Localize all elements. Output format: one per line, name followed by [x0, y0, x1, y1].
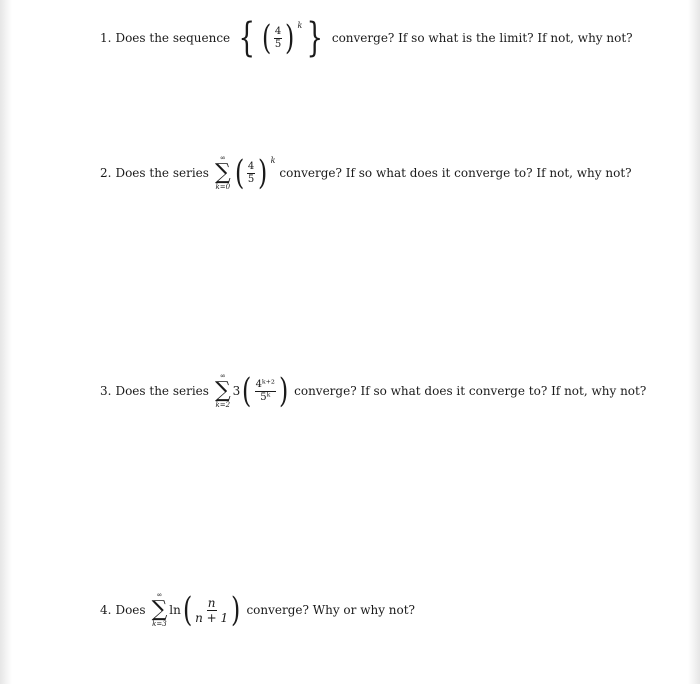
log-function: ln: [169, 603, 181, 617]
question-number: 1.: [100, 31, 112, 45]
question-number: 4.: [100, 603, 112, 617]
fraction-numerator: 4ᵏ⁺²: [255, 378, 275, 390]
fraction-denominator: 5ᵏ: [260, 391, 271, 403]
left-brace: {: [238, 15, 256, 61]
question-3: [100, 373, 646, 409]
sum-upper-limit: ∞: [156, 591, 163, 599]
fraction-numerator: 4: [274, 25, 282, 37]
fraction-denominator: 5: [247, 173, 255, 185]
question-4: [100, 592, 415, 628]
sigma-symbol: ∑: [151, 597, 168, 622]
sum-lower-limit: k=0: [215, 183, 231, 191]
sum-lower-limit: k=3: [152, 620, 167, 628]
fraction: [255, 380, 276, 403]
exponent: k: [297, 21, 303, 30]
right-paren: ): [258, 153, 268, 193]
sum-lower-limit: k=2: [215, 401, 231, 409]
summation: [215, 373, 231, 409]
right-paren: ): [278, 371, 289, 411]
fraction-numerator: n: [207, 595, 216, 610]
left-page-shadow: [0, 0, 12, 684]
left-paren: (: [182, 590, 193, 630]
summation: [215, 155, 231, 191]
sigma-symbol: ∑: [214, 378, 231, 403]
right-paren: ): [285, 18, 295, 58]
fraction-numerator: 4: [247, 160, 255, 172]
fraction-denominator: n + 1: [195, 610, 229, 625]
question-number: 2.: [100, 166, 112, 180]
question-lead-text: Does the series: [115, 384, 209, 398]
question-lead-text: Does the series: [115, 166, 209, 180]
left-paren: (: [261, 18, 271, 58]
question-number: 3.: [100, 384, 112, 398]
question-lead-text: Does the sequence: [115, 31, 231, 45]
fraction: [274, 27, 282, 50]
right-paren: ): [231, 590, 241, 630]
question-lead-text: Does: [115, 603, 146, 617]
fraction: [247, 162, 255, 185]
question-2: [100, 155, 632, 191]
summation: [152, 592, 168, 628]
question-1: [100, 15, 633, 61]
sum-upper-limit: ∞: [219, 372, 226, 380]
question-tail-text: converge? If so what is the limit? If not, why not?: [331, 31, 633, 45]
fraction: [195, 597, 228, 624]
question-tail-text: converge? If so what does it converge to? If not, why not?: [279, 166, 632, 180]
question-tail-text: converge? If so what does it converge to? If not, why not?: [294, 384, 647, 398]
right-brace: }: [306, 15, 324, 61]
exponent: k: [270, 156, 276, 165]
question-tail-text: converge? Why or why not?: [246, 603, 415, 617]
coefficient: 3: [232, 384, 241, 398]
fraction-denominator: 5: [274, 38, 282, 50]
left-paren: (: [234, 153, 244, 193]
left-paren: (: [242, 371, 252, 411]
right-page-shadow: [688, 0, 700, 684]
sum-upper-limit: ∞: [219, 154, 226, 162]
sigma-symbol: ∑: [214, 160, 231, 185]
